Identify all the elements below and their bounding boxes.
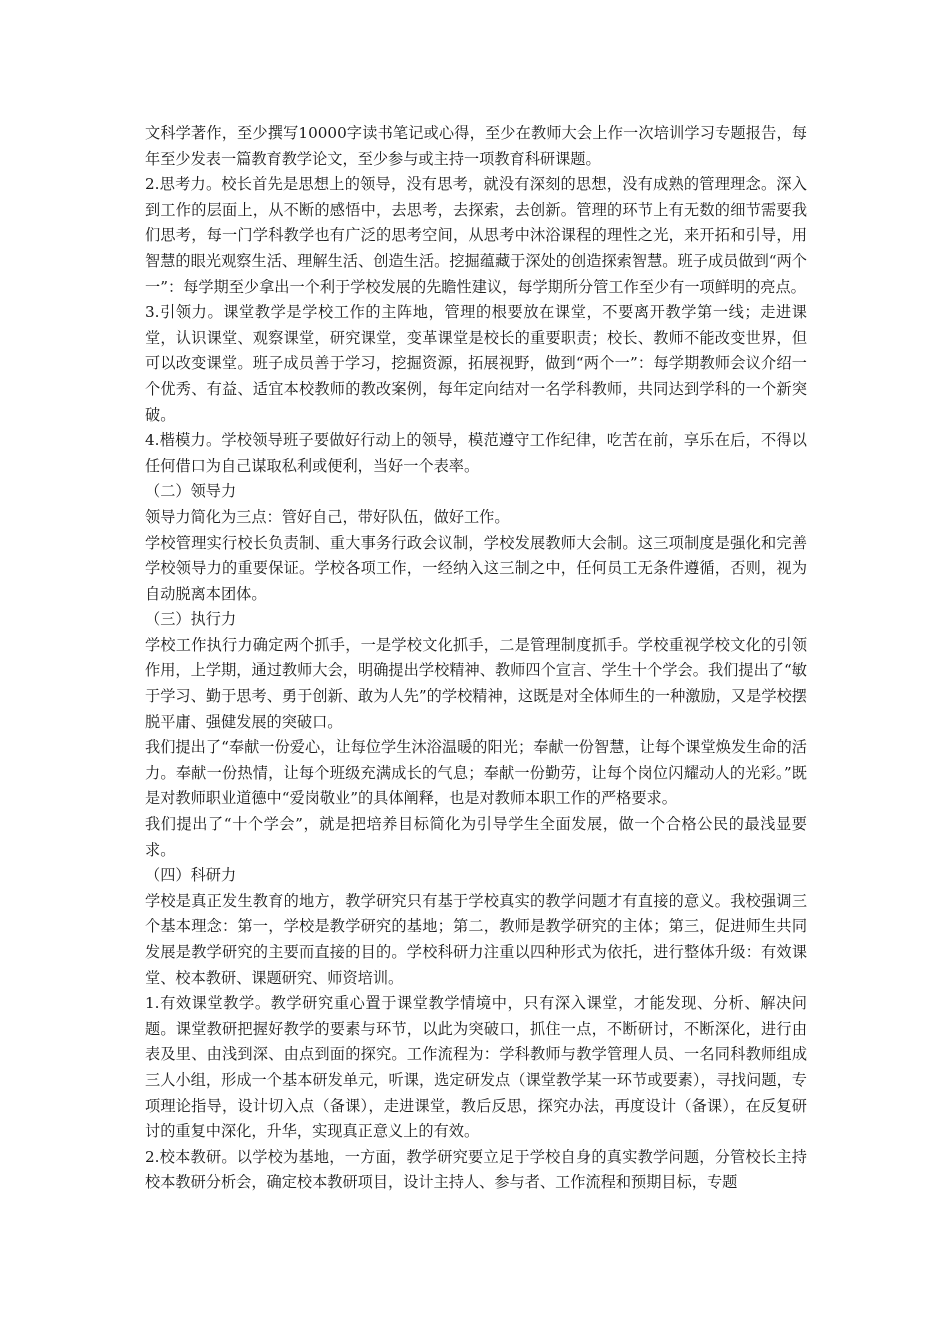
paragraph: 1.有效课堂教学。教学研究重心置于课堂教学情境中，只有深入课堂，才能发现、分析、解决问题。课堂教研把握好教学的要素与环节，以此为突破口，抓住一点，不断研讨，不断深化，进行由表及里、由浅到深、由点到面的探究。工作流程为：学科教师与教学管理人员、一名同科教师组成三人小组，形成一个基本研发单元，听课，选定研发点（课堂教学某一环节或要素），寻找问题，专项理论指导，设计切入点（备课），走进课堂，教后反思，探究办法，再度设计（备课），在反复研讨的重复中深化，升华，实现真正意义上的有效。 <box>145 994 807 1141</box>
section-heading: （二）领导力 <box>145 482 237 501</box>
paragraph: 2.思考力。校长首先是思想上的领导，没有思考，就没有深刻的思想，没有成熟的管理理念。深入到工作的层面上，从不断的感悟中，去思考，去探索，去创新。管理的环节上有无数的细节需要我们思考，每一门学科教学也有广泛的思考空间，从思考中沐浴课程的理性之光，来开拓和引导，用智慧的眼光观察生活、理解生活、创造生活。挖掘蕴藏于深处的创造探索智慧。班子成员做到“两个一”：每学期至少拿出一个利于学校发展的先瞻性建议，每学期所分管工作至少有一项鲜明的亮点。 <box>145 175 807 296</box>
section-heading: （三）执行力 <box>145 610 237 629</box>
paragraph: 文科学著作，至少撰写10000字读书笔记或心得，至少在教师大会上作一次培训学习专题报告，每年至少发表一篇教育教学论文，至少参与或主持一项教育科研课题。 <box>145 124 807 168</box>
document-page <box>145 121 807 1196</box>
paragraph: 我们提出了“十个学会”，就是把培养目标简化为引导学生全面发展，做一个合格公民的最浅显要求。 <box>145 815 807 859</box>
paragraph: 4.楷模力。学校领导班子要做好行动上的领导，模范遵守工作纪律，吃苦在前，享乐在后，不得以任何借口为自己谋取私利或便利，当好一个表率。 <box>145 431 807 475</box>
section-heading: （四）科研力 <box>145 866 237 885</box>
paragraph: 我们提出了“奉献一份爱心，让每位学生沐浴温暖的阳光；奉献一份智慧，让每个课堂焕发生命的活力。奉献一份热情，让每个班级充满成长的气息；奉献一份勤劳，让每个岗位闪耀动人的光彩。”既是对教师职业道德中“爱岗敬业”的具体阐释，也是对教师本职工作的严格要求。 <box>145 738 807 808</box>
paragraph: 3.引领力。课堂教学是学校工作的主阵地，管理的根要放在课堂，不要离开教学第一线；走进课堂，认识课堂、观察课堂，研究课堂，变革课堂是校长的重要职责；校长、教师不能改变世界，但可以改变课堂。班子成员善于学习，挖掘资源，拓展视野，做到“两个一”：每学期教师会议介绍一个优秀、有益、适宜本校教师的教改案例，每年定向结对一名学科教师，共同达到学科的一个新突破。 <box>145 303 807 424</box>
paragraph: 2.校本教研。以学校为基地，一方面，教学研究要立足于学校自身的真实教学问题，分管校长主持校本教研分析会，确定校本教研项目，设计主持人、参与者、工作流程和预期目标，专题 <box>145 1147 807 1192</box>
paragraph: 领导力简化为三点：管好自己，带好队伍，做好工作。 <box>145 507 510 526</box>
paragraph: 学校工作执行力确定两个抓手，一是学校文化抓手，二是管理制度抓手。学校重视学校文化的引领作用，上学期，通过教师大会，明确提出学校精神、教师四个宣言、学生十个学会。我们提出了“敏于学习、勤于思考、勇于创新、敢为人先”的学校精神，这既是对全体师生的一种激励，又是学校摆脱平庸、强健发展的突破口。 <box>145 635 807 731</box>
paragraph: 学校管理实行校长负责制、重大事务行政会议制，学校发展教师大会制。这三项制度是强化和完善学校领导力的重要保证。学校各项工作，一经纳入这三制之中，任何员工无条件遵循，否则，视为自动脱离本团体。 <box>145 533 807 603</box>
paragraph: 学校是真正发生教育的地方，教学研究只有基于学校真实的教学问题才有直接的意义。我校强调三个基本理念：第一，学校是教学研究的基地；第二，教师是教学研究的主体；第三，促进师生共同发展是教学研究的主要而直接的目的。学校科研力注重以四种形式为依托，进行整体升级：有效课堂、校本教研、课题研究、师资培训。 <box>145 891 807 987</box>
